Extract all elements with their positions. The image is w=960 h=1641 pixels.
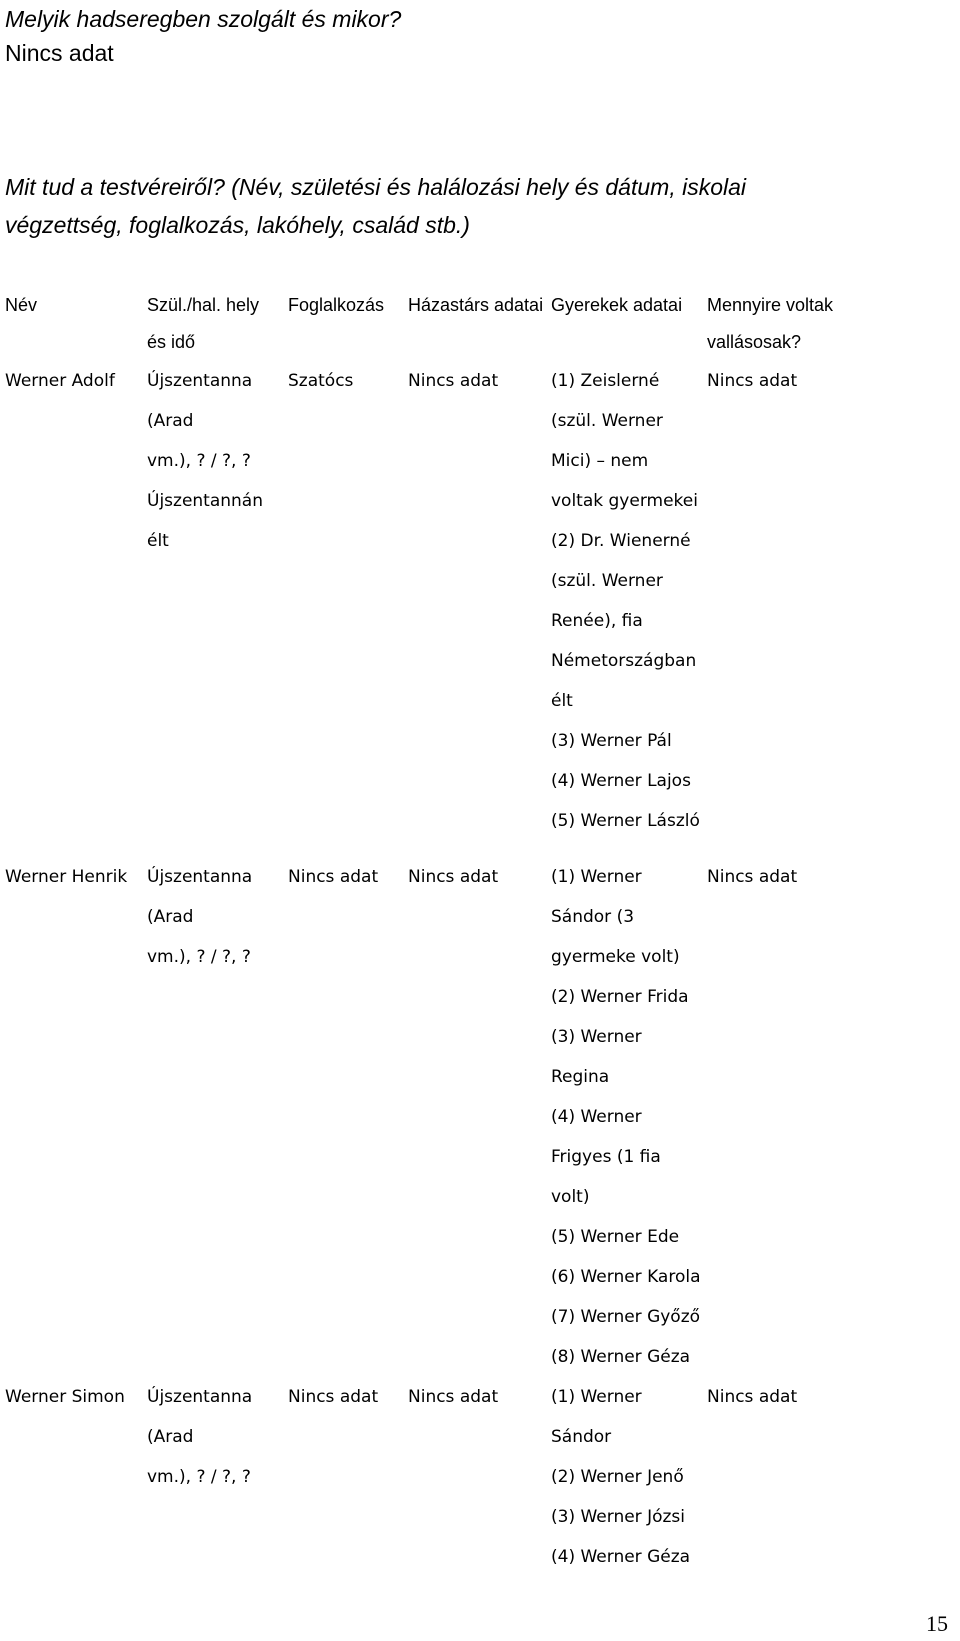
cell-occupation: Szatócs xyxy=(288,371,354,391)
cell-children-line: volt) xyxy=(551,1187,590,1207)
cell-children-line: (4) Werner Lajos xyxy=(551,771,691,791)
cell-children-line: (1) Zeislerné xyxy=(551,371,660,391)
cell-children-line: (5) Werner Ede xyxy=(551,1227,680,1247)
cell-children-line: Frigyes (1 fia xyxy=(551,1147,661,1167)
cell-birth-line: élt xyxy=(147,531,169,551)
answer-army-service: Nincs adat xyxy=(5,40,114,66)
cell-children-line: Németországban xyxy=(551,651,697,671)
cell-children-line: (4) Werner Géza xyxy=(551,1547,691,1567)
cell-children-line: Regina xyxy=(551,1067,610,1087)
cell-children xyxy=(551,370,700,850)
cell-children-line: Renée), fia xyxy=(551,611,643,631)
cell-birth-line: vm.), ? / ?, ? xyxy=(147,1467,251,1487)
cell-children-line: (2) Werner Jenő xyxy=(551,1467,684,1487)
cell-children xyxy=(551,866,701,1386)
cell-name: Werner Adolf xyxy=(5,371,115,391)
cell-children-line: (3) Werner Pál xyxy=(551,731,672,751)
cell-birth-line: Újszentanna xyxy=(147,867,253,887)
question-siblings-line1: Mit tud a testvéreiről? (Név, születési és halálozási hely és dátum, iskolai xyxy=(5,174,747,200)
cell-occupation: Nincs adat xyxy=(288,867,379,887)
header-occupation: Foglalkozás xyxy=(288,295,385,315)
cell-children-line: gyermeke volt) xyxy=(551,947,680,967)
cell-birth-line: (Arad xyxy=(147,1427,194,1447)
header-spouse: Házastárs adatai xyxy=(408,295,544,315)
cell-occupation: Nincs adat xyxy=(288,1387,379,1407)
cell-children-line: (3) Werner Józsi xyxy=(551,1507,685,1527)
cell-children-line: (6) Werner Karola xyxy=(551,1267,701,1287)
cell-birth xyxy=(147,866,252,986)
cell-birth-line: vm.), ? / ?, ? xyxy=(147,451,251,471)
cell-children-line: (szül. Werner xyxy=(551,411,663,431)
cell-children-line: (2) Dr. Wienerné xyxy=(551,531,691,551)
cell-birth-line: Újszentanna xyxy=(147,1387,253,1407)
cell-children-line: (2) Werner Frida xyxy=(551,987,689,1007)
header-children: Gyerekek adatai xyxy=(551,295,683,315)
header-birth-line2: és idő xyxy=(147,332,196,352)
cell-children-line: Sándor xyxy=(551,1427,612,1447)
cell-birth xyxy=(147,370,263,570)
cell-children-line: Sándor (3 xyxy=(551,907,635,927)
cell-religion: Nincs adat xyxy=(707,1387,798,1407)
question-army-service: Melyik hadseregben szolgált és mikor? xyxy=(5,6,402,32)
cell-birth-line: Újszentanna xyxy=(147,371,253,391)
cell-children-line: (5) Werner László xyxy=(551,811,700,831)
cell-birth-line: (Arad xyxy=(147,907,194,927)
question-siblings-line2: végzettség, foglalkozás, lakóhely, család stb.) xyxy=(5,212,470,238)
cell-children xyxy=(551,1386,690,1586)
cell-children-line: élt xyxy=(551,691,573,711)
cell-children-line: (7) Werner Győző xyxy=(551,1307,701,1327)
cell-spouse: Nincs adat xyxy=(408,1387,499,1407)
cell-children-line: Mici) – nem xyxy=(551,451,649,471)
cell-children-line: (1) Werner xyxy=(551,1387,642,1407)
cell-children-line: voltak gyermekei xyxy=(551,491,698,511)
cell-children-line: (8) Werner Géza xyxy=(551,1347,691,1367)
cell-children-line: (szül. Werner xyxy=(551,571,663,591)
cell-children-line: (1) Werner xyxy=(551,867,642,887)
cell-spouse: Nincs adat xyxy=(408,867,499,887)
header-religion-line1: Mennyire voltak xyxy=(707,295,834,315)
header-name: Név xyxy=(5,295,38,315)
page-number: 15 xyxy=(926,1611,948,1636)
cell-name: Werner Simon xyxy=(5,1387,125,1407)
cell-birth-line: (Arad xyxy=(147,411,194,431)
cell-religion: Nincs adat xyxy=(707,867,798,887)
cell-name: Werner Henrik xyxy=(5,867,128,887)
cell-children-line: (3) Werner xyxy=(551,1027,642,1047)
cell-religion: Nincs adat xyxy=(707,371,798,391)
header-birth-line1: Szül./hal. hely xyxy=(147,295,260,315)
cell-birth-line: vm.), ? / ?, ? xyxy=(147,947,251,967)
cell-children-line: (4) Werner xyxy=(551,1107,642,1127)
cell-birth-line: Újszentannán xyxy=(147,491,264,511)
header-religion-line2: vallásosak? xyxy=(707,332,802,352)
cell-birth xyxy=(147,1386,252,1506)
cell-spouse: Nincs adat xyxy=(408,371,499,391)
